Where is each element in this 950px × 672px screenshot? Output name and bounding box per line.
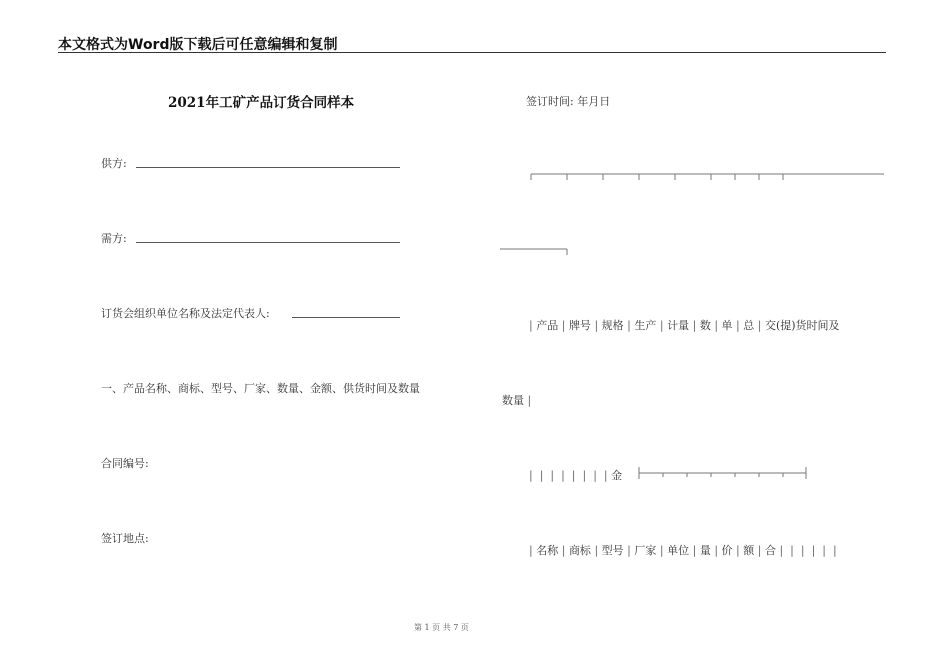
document-title: 2021年工矿产品订货合同样本 [168, 95, 355, 111]
header-cell: 商标 [568, 544, 591, 557]
table-header-row-1: | 产品 | 牌号 | 规格 | 生产 | 计量 | 数 | 单 | 总 | 交(提)货时间及 [529, 319, 840, 332]
buyer-label: 需方: [101, 232, 127, 245]
header-cell: 生产 [634, 319, 657, 332]
header-cell: 额 [743, 544, 755, 557]
document-banner: 本文格式为Word版下载后可任意编辑和复制 [58, 37, 338, 53]
header-cell: 单 [721, 319, 733, 332]
header-cell: 型号 [601, 544, 624, 557]
org-rep-label: 订货会组织单位名称及法定代表人: [101, 307, 270, 320]
header-cell: 价 [721, 544, 733, 557]
header-cell: 数 [699, 319, 711, 332]
header-cell: 规格 [601, 319, 624, 332]
header-cell: 数量 [502, 394, 524, 407]
table-header-wrap: 数量 | [502, 394, 532, 407]
header-cell: 厂家 [634, 544, 657, 557]
section-1-heading: 一、产品名称、商标、型号、厂家、数量、金额、供货时间及数量 [101, 382, 420, 395]
table-header-row-3: | 名称 | 商标 | 型号 | 厂家 | 单位 | 量 | 价 | 额 | 合 | | | | | | [529, 544, 837, 557]
header-cell-amount: 金 [611, 469, 623, 482]
header-cell: 名称 [536, 544, 559, 557]
contract-number-label: 合同编号: [101, 457, 149, 470]
header-cell: 量 [699, 544, 711, 557]
header-cell: 合 [764, 544, 776, 557]
header-cell: 交(提)货时间及 [764, 319, 840, 332]
sign-time-label: 签订时间: 年月日 [526, 95, 611, 108]
supplier-label: 供方: [101, 157, 127, 170]
header-cell: 产品 [536, 319, 559, 332]
table-header-row-2: | | | | | | | | 金 [529, 469, 623, 482]
header-cell: 总 [743, 319, 755, 332]
header-cell: 牌号 [568, 319, 591, 332]
page-number-footer: 第 1 页 共 7 页 [414, 623, 469, 632]
sign-place-label: 签订地点: [101, 532, 149, 545]
header-cell: 单位 [667, 544, 690, 557]
header-cell: 计量 [667, 319, 690, 332]
